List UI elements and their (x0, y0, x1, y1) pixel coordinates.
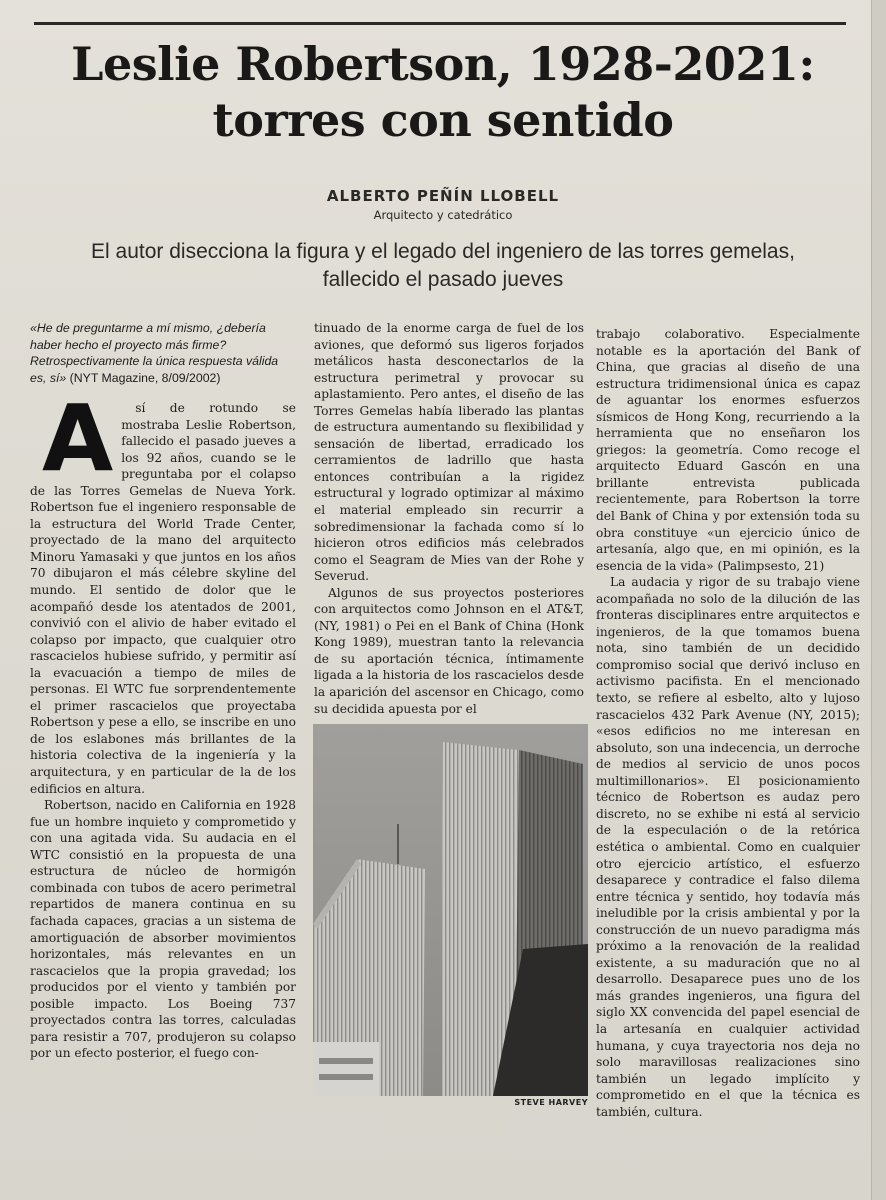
body-paragraph: Robertson, nacido en California en 1928 fue un hombre inquieto y comprometido y con una agitada vida. Su audacia en el WTC consistió en la propuesta de una estructura de núcleo de hormigón combinada con tubos de acero perimetral repartidos de manera continua en su fachada capaces, gracias a un sistema de amortiguación de absorber movimientos horizontales, más relevantes en un rascacielos que la propia gravedad; los producidos por el viento y también por posible impacto. Los Boeing 737 proyectados contra las torres, calculadas para resistir a 707, produjeron su colapso por un efecto posterior, el fuego con- (30, 798, 296, 1061)
twin-towers-photo (313, 724, 588, 1096)
twin-towers-illustration (313, 724, 588, 1096)
headline-line-2: torres con sentido (212, 93, 674, 147)
body-text: sí de rotundo se mostraba Leslie Robertson, fallecido el pasado jueves a los 92 años, cuando se le preguntaba por el colapso de las Torres Gemelas de Nueva York. Robertson fue el ingeniero responsable de la estructura del World Trade Center, proyectado de la mano del arquitecto Minoru Yamasaki y que juntos en los años 70 dibujaron el más célebre skyline del mundo. El sentido de dolor que le acompañó desde los atentados de 2001, convivió con el alivio de haber evitado el colapso por impacto, que cualquier otro rascacielos hubiese sufrido, y permitir así la evacuación a tiempo de miles de personas. El WTC fue sorprendentemente el primer rascacielos que proyectaba Robertson y pese a ello, se inscribe en uno de los eslabones más brillantes de la historia colectiva de la ingeniería y la arquitectura, y en particular de la de los edificios en altura. (30, 401, 296, 796)
body-paragraph: tinuado de la enorme carga de fuel de los aviones, que deformó sus ligeros forjados metálicos hasta desconectarlos de la estructura perimetral y provocar su aplastamiento. Pero antes, el diseño de las Torres Gemelas había liberado las plantas de estructura aumentando su flexibilidad y sensación de libertad, erradicado los cerramientos de ladrillo que hasta entonces contribuían a la rigidez estructural y logrado optimizar al máximo el material empleado sin recurrir a sobredimensionar la fachada como sí lo hicieron otros edificios más celebrados como el Seagram de Mies van der Rohe y Severud. (314, 321, 584, 584)
body-paragraph: La audacia y rigor de su trabajo viene acompañada no solo de la dilución de las fronteras disciplinares entre arquitectos e ingenieros, de la que tomamos buena nota, sino también de un decidido compromiso social que derivó incluso en activismo pacifista. En el mencionado texto, se refiere al esbelto, alto y lujoso rascacielos 432 Park Avenue (NY, 2015); «esos edificios no me interesan en absoluto, son una indecencia, un derroche de medios al servicio de unos pocos multimillonarios». El posicionamiento técnico de Robertson es audaz pero discreto, no se exhibe ni está al servicio de la especulación o de la retórica estética o ambiental. Como en cualquier otro ejercicio artístico, el esfuerzo desaparece y contradice el falso dilema entre técnica y sentido, hoy todavía más ineludible por la crisis ambiental y por la construcción de un nuevo paradigma más próximo a la renovación de la realidad existente, a su maduración que no al desarrollo. Desaparece pues uno de los más grandes ingenieros, una figura del siglo XX convencida del papel esencial de la artesanía en cualquier actividad humana, y cuya trayectoria nos deja no solo maravillosas realizaciones sino también un legado implícito y comprometido en el que la técnica es también, cultura. (596, 575, 860, 1119)
headline (20, 36, 866, 148)
headline-line-1: Leslie Robertson, 1928-2021: (71, 37, 815, 91)
body-paragraph: Algunos de sus proyectos posteriores con arquitectos como Johnson en el AT&T, (NY, 1981) o Pei en el Bank of China (Honk Kong 1989), muestran tanto la relevancia de su aportación técnica, íntimamente ligada a la historia de los rascacielos desde la aparición del ascensor en Chicago, como su decidida apuesta por el (314, 585, 584, 716)
subtitle-line-2: fallecido el pasado jueves (322, 268, 564, 291)
body-paragraph: trabajo colaborativo. Especialmente notable es la aportación del Bank of China, que gracias al diseño de una estructura tridimensional única es capaz de aguantar los enormes esfuerzos sísmicos de Hong Kong, recurriendo a la herramienta que no enseñaron los griegos: la geometría. Como recoge el arquitecto Eduard Gascón en una brillante entrevista publicada recientemente, para Robertson la torre del Bank of China y por extensión toda su obra constituye «un ejercicio único de artesanía, algo que, en mi opinión, es la esencia de la vida» (Palimpsesto, 21) (596, 327, 860, 573)
subtitle-line-1: El autor disecciona la figura y el legado del ingeniero de las torres gemelas, (91, 240, 795, 263)
column-3 (596, 326, 860, 1120)
column-2 (314, 320, 584, 717)
antenna (397, 824, 399, 864)
photo-credit: STEVE HARVEY (514, 1098, 588, 1107)
epigraph (30, 320, 296, 386)
epigraph-quote: «He de preguntarme a mí mismo, ¿debería haber hecho el proyecto más firme? Retrospectivamente la única respuesta válida es, sí» (30, 321, 279, 385)
column-1 (30, 320, 296, 1062)
drop-cap: A (42, 385, 114, 492)
author-name: ALBERTO PEÑÍN LLOBELL (326, 187, 560, 205)
epigraph-source: (NYT Magazine, 8/09/2002) (66, 370, 221, 385)
body-paragraph (30, 385, 296, 797)
top-rule (34, 22, 846, 25)
author-role: Arquitecto y catedrático (373, 208, 513, 222)
low-building (313, 1042, 379, 1096)
adjacent-page-edge (871, 0, 886, 1200)
subtitle (40, 238, 846, 294)
